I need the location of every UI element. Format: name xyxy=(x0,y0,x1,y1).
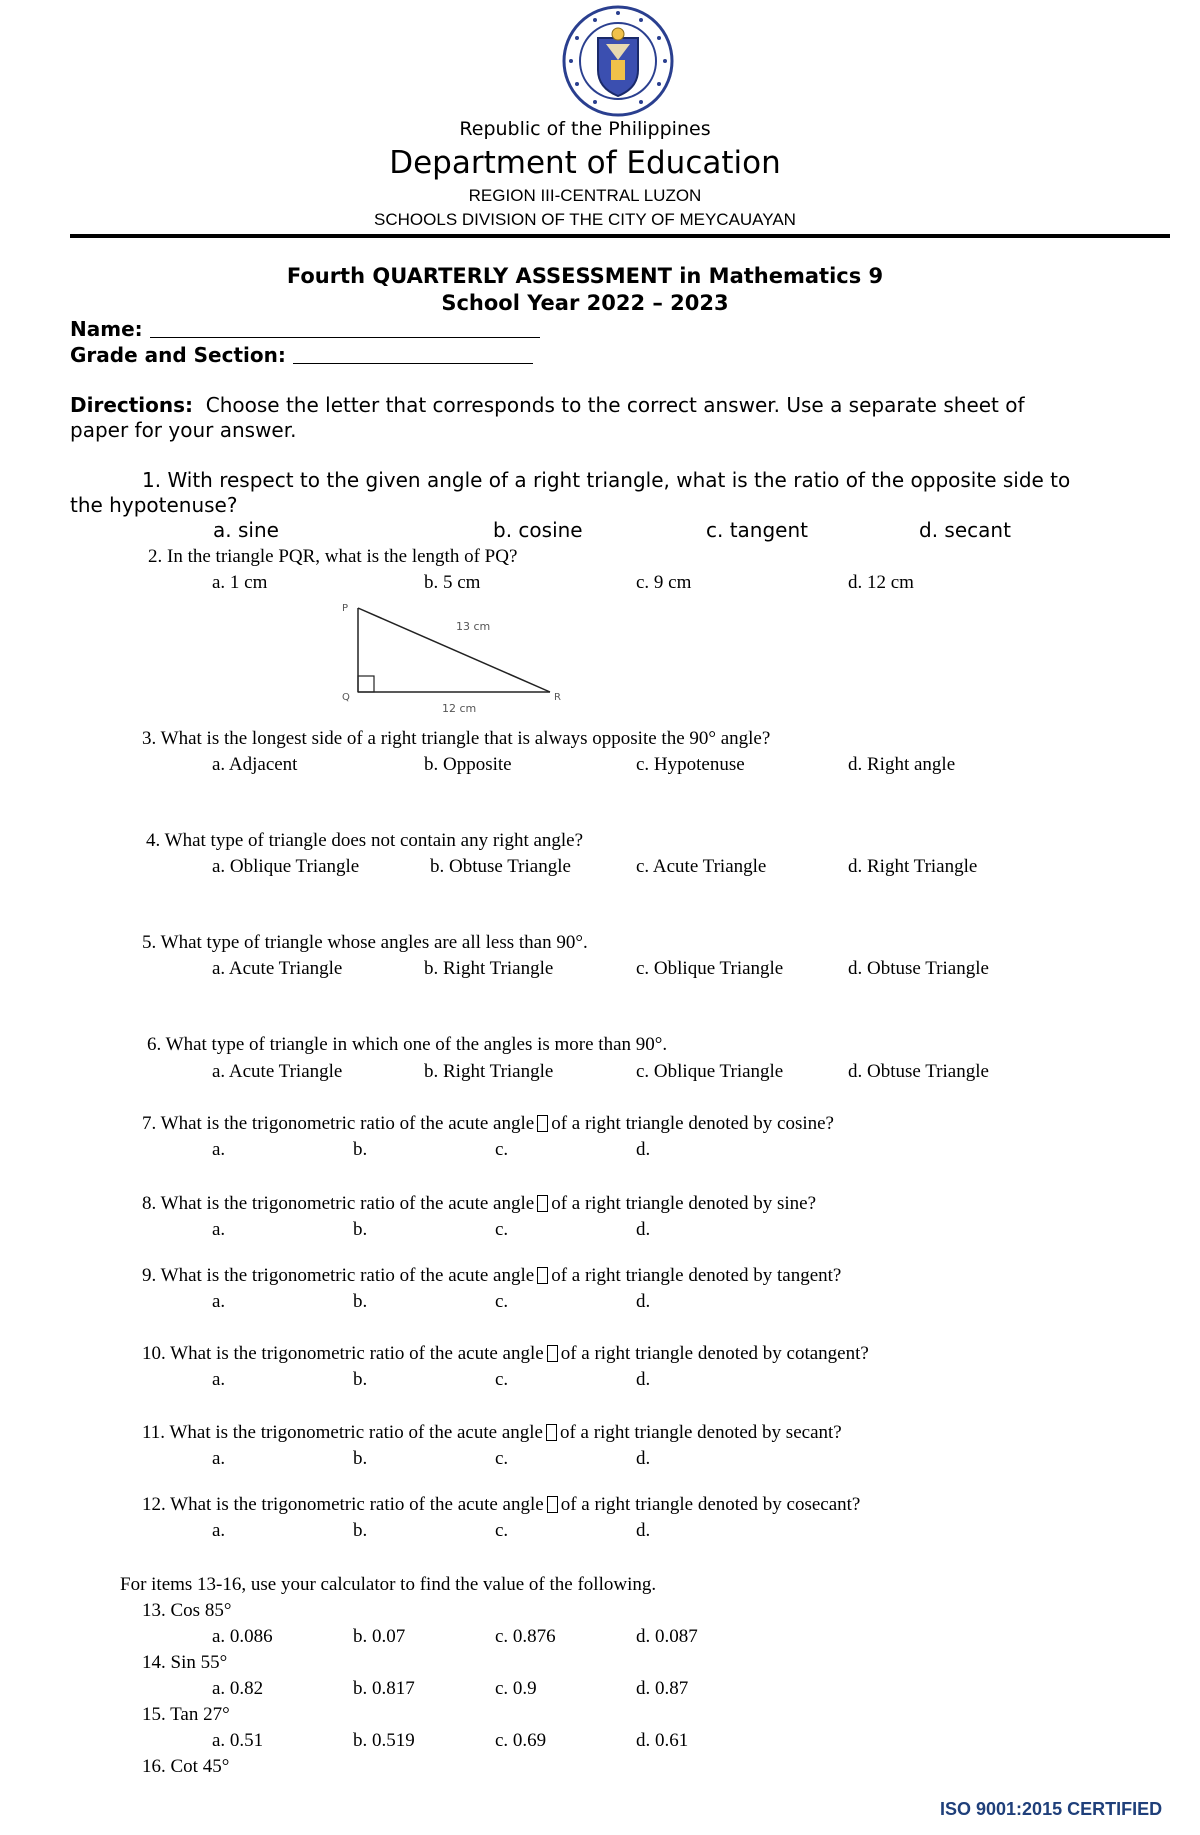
option-11c[interactable]: c. xyxy=(495,1448,509,1469)
option-3a[interactable]: a. Adjacent xyxy=(212,754,298,775)
option-10d[interactable]: d. xyxy=(636,1369,651,1390)
option-3d[interactable]: d. Right angle xyxy=(848,754,956,775)
option-8a[interactable]: a. xyxy=(212,1219,226,1240)
option-6a[interactable]: a. Acute Triangle xyxy=(212,1061,343,1082)
option-6b[interactable]: b. Right Triangle xyxy=(424,1061,554,1082)
option-5b[interactable]: b. Right Triangle xyxy=(424,958,554,979)
option-11d[interactable]: d. xyxy=(636,1448,651,1469)
option-6d[interactable]: d. Obtuse Triangle xyxy=(848,1061,989,1082)
option-9a[interactable]: a. xyxy=(212,1291,226,1312)
option-4a[interactable]: a. Oblique Triangle xyxy=(212,856,360,877)
question-12-text-post: of a right triangle denoted by cosecant? xyxy=(560,1494,861,1515)
deped-seal-logo xyxy=(561,4,675,118)
vertex-p-label: P xyxy=(342,603,349,614)
option-2d[interactable]: d. 12 cm xyxy=(848,572,914,593)
question-9 xyxy=(142,1265,841,1287)
option-4c[interactable]: c. Acute Triangle xyxy=(636,856,767,877)
option-13a[interactable]: a. 0.086 xyxy=(212,1626,273,1647)
option-8c[interactable]: c. xyxy=(495,1219,509,1240)
option-10a[interactable]: a. xyxy=(212,1369,226,1390)
directions-text: Choose the letter that corresponds to the correct answer. Use a separate sheet of xyxy=(205,393,1025,417)
theta-glyph-icon xyxy=(537,1195,548,1212)
theta-glyph-icon xyxy=(547,1496,558,1513)
option-7d[interactable]: d. xyxy=(636,1139,651,1160)
option-4d[interactable]: d. Right Triangle xyxy=(848,856,978,877)
question-11-text-pre: 11. What is the trigonometric ratio of the acute angle xyxy=(142,1422,543,1443)
question-3: 3. What is the longest side of a right triangle that is always opposite the 90° angle? xyxy=(142,728,771,749)
question-1-cont: the hypotenuse? xyxy=(70,493,238,517)
question-9-text-post: of a right triangle denoted by tangent? xyxy=(551,1265,842,1286)
theta-glyph-icon xyxy=(546,1424,557,1441)
question-16: 16. Cot 45° xyxy=(142,1756,230,1777)
school-year: School Year 2022 – 2023 xyxy=(441,291,729,315)
question-4: 4. What type of triangle does not contain any right angle? xyxy=(146,830,584,851)
option-2b[interactable]: b. 5 cm xyxy=(424,572,481,593)
question-10 xyxy=(142,1343,869,1365)
region-text: REGION III-CENTRAL LUZON xyxy=(468,186,702,205)
question-8-text-post: of a right triangle denoted by sine? xyxy=(551,1193,817,1214)
option-8d[interactable]: d. xyxy=(636,1219,651,1240)
grade-blank[interactable] xyxy=(293,345,533,364)
option-9c[interactable]: c. xyxy=(495,1291,509,1312)
directions-label: Directions: xyxy=(70,393,194,417)
option-11b[interactable]: b. xyxy=(353,1448,368,1469)
option-4b[interactable]: b. Obtuse Triangle xyxy=(430,856,571,877)
question-8-text-pre: 8. What is the trigonometric ratio of the acute angle xyxy=(142,1193,535,1214)
option-12c[interactable]: c. xyxy=(495,1520,509,1541)
directions-line1 xyxy=(70,393,1025,417)
question-13: 13. Cos 85° xyxy=(142,1600,232,1621)
option-2a[interactable]: a. 1 cm xyxy=(212,572,268,593)
option-10c[interactable]: c. xyxy=(495,1369,509,1390)
question-11-text-post: of a right triangle denoted by secant? xyxy=(559,1422,842,1443)
option-1b[interactable]: b. cosine xyxy=(493,518,583,542)
option-15b[interactable]: b. 0.519 xyxy=(353,1730,415,1751)
option-14b[interactable]: b. 0.817 xyxy=(353,1678,415,1699)
question-6: 6. What type of triangle in which one of the angles is more than 90°. xyxy=(147,1034,668,1055)
option-10b[interactable]: b. xyxy=(353,1369,368,1390)
option-7b[interactable]: b. xyxy=(353,1139,368,1160)
option-3c[interactable]: c. Hypotenuse xyxy=(636,754,745,775)
option-12d[interactable]: d. xyxy=(636,1520,651,1541)
question-8 xyxy=(142,1193,816,1215)
question-5: 5. What type of triangle whose angles are all less than 90°. xyxy=(142,932,588,953)
question-1: 1. With respect to the given angle of a right triangle, what is the ratio of the opposite side to xyxy=(142,468,1071,492)
option-8b[interactable]: b. xyxy=(353,1219,368,1240)
option-14a[interactable]: a. 0.82 xyxy=(212,1678,264,1699)
option-1c[interactable]: c. tangent xyxy=(706,518,809,542)
option-9d[interactable]: d. xyxy=(636,1291,651,1312)
name-label: Name: xyxy=(70,317,150,341)
question-10-text-pre: 10. What is the trigonometric ratio of the acute angle xyxy=(142,1343,544,1364)
option-1d[interactable]: d. secant xyxy=(919,518,1011,542)
option-7a[interactable]: a. xyxy=(212,1139,226,1160)
question-14: 14. Sin 55° xyxy=(142,1652,228,1673)
question-11 xyxy=(142,1422,842,1444)
grade-label: Grade and Section: xyxy=(70,343,293,367)
question-10-text-post: of a right triangle denoted by cotangent? xyxy=(560,1343,869,1364)
option-1a[interactable]: a. sine xyxy=(213,518,279,542)
option-14c[interactable]: c. 0.9 xyxy=(495,1678,537,1699)
question-7 xyxy=(142,1113,834,1135)
vertex-r-label: R xyxy=(554,692,561,703)
assessment-title: Fourth QUARTERLY ASSESSMENT in Mathematics 9 xyxy=(286,264,884,288)
question-15: 15. Tan 27° xyxy=(142,1704,230,1725)
option-12a[interactable]: a. xyxy=(212,1520,226,1541)
question-12-text-pre: 12. What is the trigonometric ratio of the acute angle xyxy=(142,1494,544,1515)
option-13d[interactable]: d. 0.087 xyxy=(636,1626,698,1647)
option-9b[interactable]: b. xyxy=(353,1291,368,1312)
theta-glyph-icon xyxy=(537,1115,548,1132)
grade-section-field[interactable] xyxy=(70,343,533,367)
iso-certification: ISO 9001:2015 CERTIFIED xyxy=(940,1799,1163,1819)
calculator-instruction: For items 13-16, use your calculator to find the value of the following. xyxy=(120,1574,657,1595)
option-15a[interactable]: a. 0.51 xyxy=(212,1730,264,1751)
option-13c[interactable]: c. 0.876 xyxy=(495,1626,556,1647)
question-7-text-pre: 7. What is the trigonometric ratio of the acute angle xyxy=(142,1113,535,1134)
option-11a[interactable]: a. xyxy=(212,1448,226,1469)
name-blank[interactable] xyxy=(150,319,540,338)
republic-text: Republic of the Philippines xyxy=(459,118,711,140)
option-15d[interactable]: d. 0.61 xyxy=(636,1730,689,1751)
option-7c[interactable]: c. xyxy=(495,1139,509,1160)
option-14d[interactable]: d. 0.87 xyxy=(636,1678,689,1699)
option-12b[interactable]: b. xyxy=(353,1520,368,1541)
option-13b[interactable]: b. 0.07 xyxy=(353,1626,406,1647)
option-2c[interactable]: c. 9 cm xyxy=(636,572,692,593)
option-5a[interactable]: a. Acute Triangle xyxy=(212,958,343,979)
option-15c[interactable]: c. 0.69 xyxy=(495,1730,547,1751)
base-label: 12 cm xyxy=(442,702,477,715)
theta-glyph-icon xyxy=(537,1267,548,1284)
question-7-text-post: of a right triangle denoted by cosine? xyxy=(551,1113,834,1134)
header-rule xyxy=(70,234,1170,238)
theta-glyph-icon xyxy=(547,1345,558,1362)
question-12 xyxy=(142,1494,860,1516)
option-3b[interactable]: b. Opposite xyxy=(424,754,512,775)
question-9-text-pre: 9. What is the trigonometric ratio of the acute angle xyxy=(142,1265,535,1286)
directions-line2: paper for your answer. xyxy=(70,418,297,442)
vertex-q-label: Q xyxy=(342,692,350,703)
option-5c[interactable]: c. Oblique Triangle xyxy=(636,958,784,979)
question-2: 2. In the triangle PQR, what is the length of PQ? xyxy=(148,546,518,567)
hypotenuse-label: 13 cm xyxy=(456,620,491,633)
option-5d[interactable]: d. Obtuse Triangle xyxy=(848,958,989,979)
department-title: Department of Education xyxy=(389,145,781,181)
name-field[interactable] xyxy=(70,317,540,341)
division-text: SCHOOLS DIVISION OF THE CITY OF MEYCAUAYAN xyxy=(374,210,796,229)
triangle-pqr-figure xyxy=(330,596,575,716)
option-6c[interactable]: c. Oblique Triangle xyxy=(636,1061,784,1082)
